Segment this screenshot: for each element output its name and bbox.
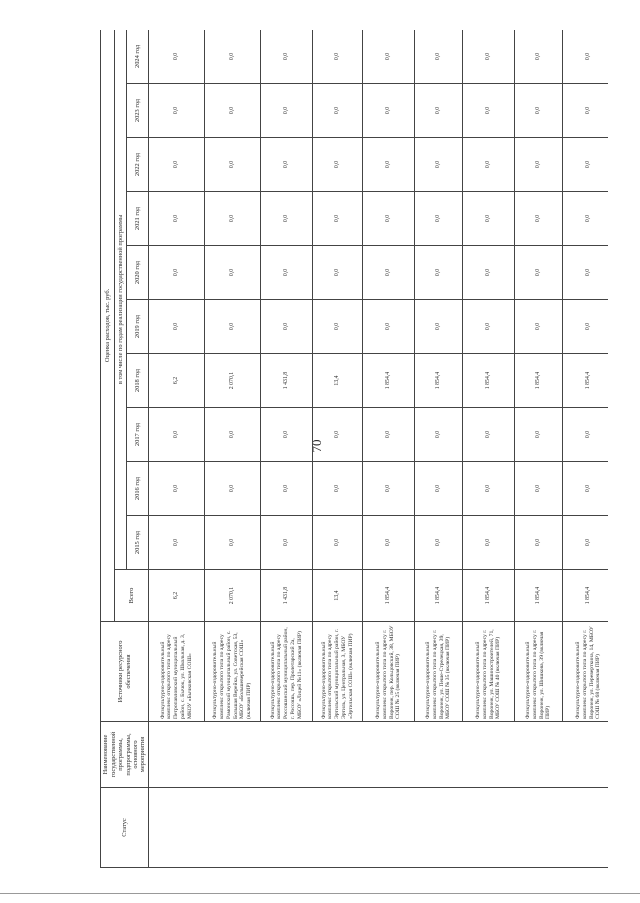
year-value-cell: 2 070,1 <box>205 354 261 408</box>
year-value-cell: 0,0 <box>205 84 261 138</box>
year-value-cell: 0,0 <box>363 300 415 354</box>
status-cell <box>149 788 609 868</box>
source-cell: Физкультурно-оздоровительный комплекс открытого типа по адресу г. Воронеж, пер. Кольцовский, 38, МБОУ СОШ № 25 (включая ПИР) <box>363 622 415 722</box>
source-cell: Физкультурно-оздоровительный комплекс открытого типа по адресу г. Воронеж, ул. Машиностроителей, 71, МБОУ СОШ № 40 (включая ПИР) <box>463 622 515 722</box>
year-value-cell: 0,0 <box>463 516 515 570</box>
year-value-cell: 0,0 <box>415 516 463 570</box>
year-value-cell: 1 854,4 <box>515 354 563 408</box>
total-cell: 1 854,4 <box>363 570 415 622</box>
header-by-years: в том числе по годам реализации государственной программы <box>115 30 127 570</box>
year-value-cell: 6,2 <box>149 354 205 408</box>
header-name: Наименование государственной программы, подпрограммы, основного мероприятия <box>101 722 149 788</box>
page-number: 70 <box>309 439 324 453</box>
year-value-cell: 0,0 <box>313 516 363 570</box>
year-value-cell: 0,0 <box>363 408 415 462</box>
year-value-cell: 0,0 <box>205 30 261 84</box>
year-value-cell: 0,0 <box>563 246 609 300</box>
header-year: 2024 год <box>127 30 149 84</box>
year-value-cell: 0,0 <box>463 462 515 516</box>
budget-table <box>100 30 608 868</box>
year-value-cell: 0,0 <box>415 246 463 300</box>
year-value-cell: 0,0 <box>463 84 515 138</box>
year-value-cell: 1 431,8 <box>261 354 313 408</box>
total-cell: 1 854,4 <box>415 570 463 622</box>
year-value-cell: 0,0 <box>313 462 363 516</box>
year-value-cell: 0,0 <box>261 192 313 246</box>
table-body <box>149 30 609 868</box>
header-year: 2015 год <box>127 516 149 570</box>
source-cell: Физкультурно-оздоровительный комплекс открытого типа по адресу г. Воронеж, ул. Переверткина, 14, МБОУ СОШ № 68 (включая ПИР) <box>563 622 609 722</box>
source-cell: Физкультурно-оздоровительный комплекс открытого типа по адресу Рамонский муниципальный район, с. Большая Верейка, ул. Советская, 53, МБОУ «Большеверейская СОШ» (включая ПИР) <box>205 622 261 722</box>
year-value-cell: 0,0 <box>515 408 563 462</box>
year-value-cell: 0,0 <box>261 246 313 300</box>
table-row <box>149 30 205 868</box>
year-value-cell: 0,0 <box>313 300 363 354</box>
source-cell: Физкультурно-оздоровительный комплекс открытого типа по адресу г. Воронеж, ул. Пеше-Стрелецкая, 39, МБОУ СОШ № 35 (включая ПИР) <box>415 622 463 722</box>
year-value-cell: 0,0 <box>515 30 563 84</box>
header-year: 2018 год <box>127 354 149 408</box>
year-value-cell: 0,0 <box>313 246 363 300</box>
year-value-cell: 0,0 <box>563 138 609 192</box>
year-value-cell: 0,0 <box>261 138 313 192</box>
year-value-cell: 0,0 <box>149 138 205 192</box>
year-value-cell: 0,0 <box>149 192 205 246</box>
year-value-cell: 0,0 <box>149 30 205 84</box>
total-cell: 1 854,4 <box>563 570 609 622</box>
year-value-cell: 0,0 <box>363 138 415 192</box>
year-value-cell: 0,0 <box>363 84 415 138</box>
year-value-cell: 1 854,4 <box>563 354 609 408</box>
year-value-cell: 0,0 <box>515 246 563 300</box>
source-cell: Физкультурно-оздоровительный комплекс открытого типа по адресу г. Воронеж, ул. Шишкова, 39 (включая ПИР) <box>515 622 563 722</box>
year-value-cell: 0,0 <box>261 300 313 354</box>
year-value-cell: 0,0 <box>313 30 363 84</box>
header-year: 2017 год <box>127 408 149 462</box>
year-value-cell: 0,0 <box>149 408 205 462</box>
source-cell: Физкультурно-оздоровительный комплекс открытого типа по адресу Россошанский муниципальный район, г. Россошь, пер. Пролетарский 2а, МБОУ «Лицей №11» (включая ПИР) <box>261 622 313 722</box>
year-value-cell: 0,0 <box>515 516 563 570</box>
year-value-cell: 0,0 <box>261 462 313 516</box>
year-value-cell: 0,0 <box>463 408 515 462</box>
header-year: 2021 год <box>127 192 149 246</box>
year-value-cell: 0,0 <box>205 192 261 246</box>
year-value-cell: 0,0 <box>515 192 563 246</box>
header-year: 2016 год <box>127 462 149 516</box>
year-value-cell: 0,0 <box>563 192 609 246</box>
year-value-cell: 0,0 <box>261 84 313 138</box>
year-value-cell: 0,0 <box>363 246 415 300</box>
year-value-cell: 0,0 <box>563 84 609 138</box>
year-value-cell: 0,0 <box>415 300 463 354</box>
total-cell: 1 854,4 <box>515 570 563 622</box>
header-year: 2020 год <box>127 246 149 300</box>
total-cell: 6,2 <box>149 570 205 622</box>
source-cell: Физкультурно-оздоровительный комплекс открытого типа по адресу Эртильский муниципальный район, г. Эртиль, ул. Центральная, 3, МБОУ «Эртильская СОШ» (включая ПИР) <box>313 622 363 722</box>
year-value-cell: 0,0 <box>415 192 463 246</box>
year-value-cell: 0,0 <box>149 462 205 516</box>
year-value-cell: 0,0 <box>463 138 515 192</box>
year-value-cell: 0,0 <box>313 138 363 192</box>
year-value-cell: 0,0 <box>415 84 463 138</box>
year-value-cell: 0,0 <box>563 516 609 570</box>
year-value-cell: 0,0 <box>313 408 363 462</box>
year-value-cell: 0,0 <box>463 300 515 354</box>
total-cell: 1 854,4 <box>463 570 515 622</box>
source-cell: Физкультурно-оздоровительный комплекс открытого типа по адресу Петропавловский муниципальный район, с. Бычок, ул. Школьная, д. 3, МКОУ «Бычковская СОШ» <box>149 622 205 722</box>
year-value-cell: 0,0 <box>261 30 313 84</box>
year-value-cell: 0,0 <box>463 246 515 300</box>
bottom-rule <box>0 893 640 894</box>
year-value-cell: 0,0 <box>149 300 205 354</box>
year-value-cell: 0,0 <box>205 300 261 354</box>
year-value-cell: 0,0 <box>415 138 463 192</box>
header-total: Всего <box>115 570 149 622</box>
year-value-cell: 13,4 <box>313 354 363 408</box>
year-value-cell: 0,0 <box>515 138 563 192</box>
year-value-cell: 0,0 <box>205 246 261 300</box>
year-value-cell: 0,0 <box>415 408 463 462</box>
year-value-cell: 0,0 <box>149 516 205 570</box>
header-estimate: Оценка расходов, тыс. руб. <box>101 30 115 622</box>
year-value-cell: 0,0 <box>563 408 609 462</box>
year-value-cell: 0,0 <box>563 462 609 516</box>
year-value-cell: 0,0 <box>463 192 515 246</box>
year-value-cell: 0,0 <box>205 138 261 192</box>
year-value-cell: 0,0 <box>205 462 261 516</box>
year-value-cell: 1 854,4 <box>415 354 463 408</box>
rotated-page-content <box>100 30 608 868</box>
year-value-cell: 0,0 <box>415 30 463 84</box>
year-value-cell: 0,0 <box>205 516 261 570</box>
year-value-cell: 0,0 <box>149 246 205 300</box>
year-value-cell: 0,0 <box>563 30 609 84</box>
name-cell <box>149 722 609 788</box>
header-year: 2023 год <box>127 84 149 138</box>
year-value-cell: 0,0 <box>149 84 205 138</box>
table-container <box>100 30 608 868</box>
header-status: Статус <box>101 788 149 868</box>
year-value-cell: 1 854,4 <box>363 354 415 408</box>
year-value-cell: 0,0 <box>313 84 363 138</box>
year-value-cell: 0,0 <box>205 408 261 462</box>
year-value-cell: 0,0 <box>415 462 463 516</box>
year-value-cell: 0,0 <box>363 516 415 570</box>
year-value-cell: 0,0 <box>515 300 563 354</box>
header-year: 2022 год <box>127 138 149 192</box>
year-value-cell: 0,0 <box>515 84 563 138</box>
total-cell: 1 431,8 <box>261 570 313 622</box>
header-source: Источники ресурсного обеспечения <box>101 622 149 722</box>
year-value-cell: 0,0 <box>261 516 313 570</box>
year-value-cell: 0,0 <box>563 300 609 354</box>
year-value-cell: 0,0 <box>515 462 563 516</box>
year-value-cell: 0,0 <box>363 462 415 516</box>
year-value-cell: 0,0 <box>261 408 313 462</box>
total-cell: 13,4 <box>313 570 363 622</box>
year-value-cell: 0,0 <box>313 192 363 246</box>
year-value-cell: 0,0 <box>363 30 415 84</box>
total-cell: 2 070,1 <box>205 570 261 622</box>
year-value-cell: 1 854,4 <box>463 354 515 408</box>
year-value-cell: 0,0 <box>363 192 415 246</box>
year-value-cell: 0,0 <box>463 30 515 84</box>
header-year: 2019 год <box>127 300 149 354</box>
